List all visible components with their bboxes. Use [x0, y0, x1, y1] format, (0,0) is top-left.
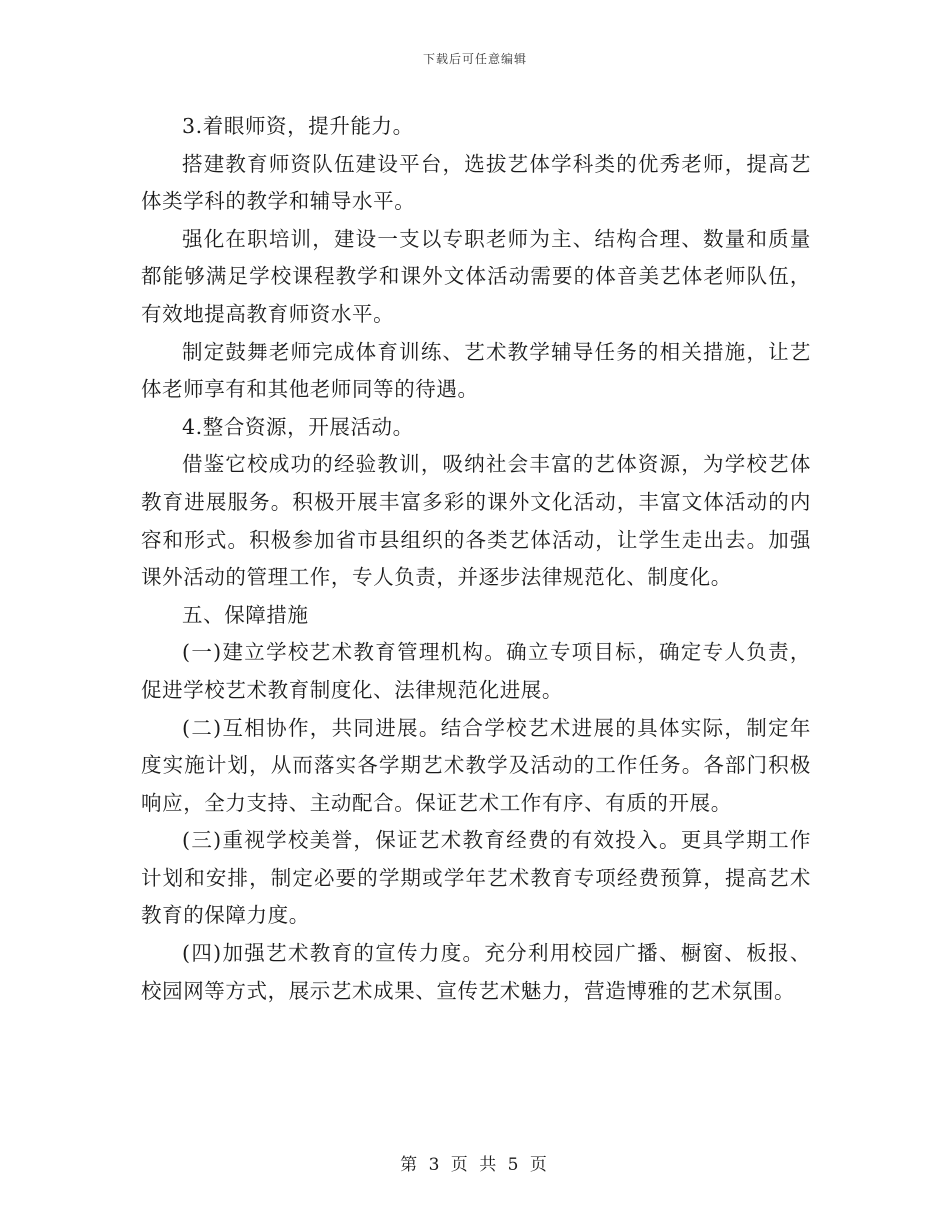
- document-body: [141, 108, 811, 1010]
- paragraph: 强化在职培训，建设一支以专职老师为主、结构合理、数量和质量都能够满足学校课程教学和课外文体活动需要的体音美艺体老师队伍，有效地提高教育师资水平。: [141, 226, 811, 326]
- paragraph: (四)加强艺术教育的宣传力度。充分利用校园广播、橱窗、板报、校园网等方式，展示艺术成果、宣传艺术魅力，营造博雅的艺术氛围。: [141, 941, 811, 1003]
- heading-teachers: 3.着眼师资，提升能力。: [182, 114, 414, 138]
- paragraph: 借鉴它校成功的经验教训，吸纳社会丰富的艺体资源，为学校艺体教育进展服务。积极开展丰富多彩的课外文化活动，丰富文体活动的内容和形式。积极参加省市县组织的各类艺体活动，让学生走出去。加强课外活动的管理工作，专人负责，并逐步法律规范化、制度化。: [141, 452, 811, 590]
- heading-resources: 4.整合资源，开展活动。: [182, 414, 414, 439]
- page-number: 第 3 页 共 5 页: [400, 1155, 550, 1175]
- page-header: 下载后可任意编辑: [422, 52, 527, 66]
- paragraph: 制定鼓舞老师完成体育训练、艺术教学辅导任务的相关措施，让艺体老师享有和其他老师同等的待遇。: [141, 339, 811, 402]
- section-heading-safeguards: 五、保障措施: [182, 602, 309, 627]
- paragraph: (三)重视学校美誉，保证艺术教育经费的有效投入。更具学期工作计划和安排，制定必要的学期或学年艺术教育专项经费预算，提高艺术教育的保障力度。: [141, 828, 811, 928]
- paragraph: (一)建立学校艺术教育管理机构。确立专项目标，确定专人负责，促进学校艺术教育制度化、法律规范化进展。: [141, 640, 811, 702]
- paragraph: 搭建教育师资队伍建设平台，选拔艺体学科类的优秀老师，提高艺体类学科的教学和辅导水平。: [141, 151, 811, 214]
- paragraph: (二)互相协作，共同进展。结合学校艺术进展的具体实际，制定年度实施计划，从而落实各学期艺术教学及活动的工作任务。各部门积极响应，全力支持、主动配合。保证艺术工作有序、有质的开展。: [141, 715, 811, 815]
